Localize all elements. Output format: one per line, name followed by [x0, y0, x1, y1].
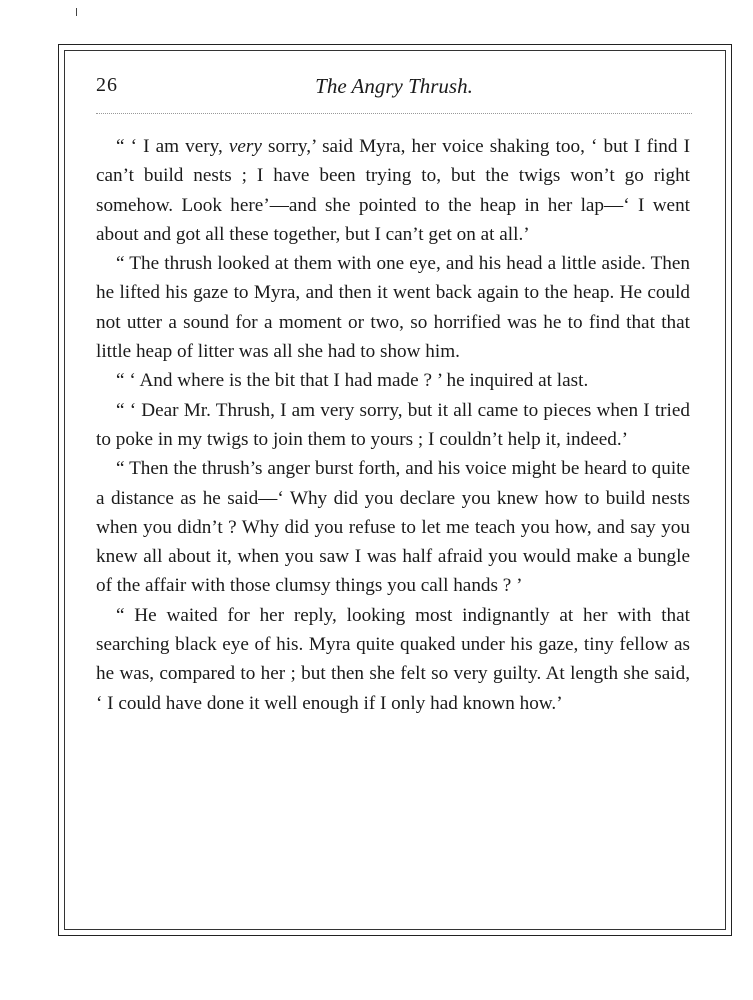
- paragraph: “ He waited for her reply, looking most indignantly at her with that searching black eye of his. Myra quite quaked under his gaze, tiny fellow as he was, compared to her ; but then she felt so very guilty. At length she said, ‘ I could have done it well enough if I only had known how.’: [96, 604, 690, 714]
- paragraph-text: “ ‘ I am very,: [116, 136, 229, 157]
- paragraph: “ ‘ And where is the bit that I had made ? ’ he inquired at last.: [116, 370, 589, 392]
- paragraph: “ ‘ Dear Mr. Thrush, I am very sorry, but it all came to pieces when I tried to poke in my twigs to join them to yours ; I couldn’t help it, indeed.’: [96, 399, 690, 450]
- header-rule: [96, 113, 692, 114]
- paragraph: “ The thrush looked at them with one eye, and his head a little aside. Then he lifted his gaze to Myra, and then it went back again to the heap. He could not utter a sound for a moment or two, so horrified was he to find that that little heap of litter was all she had to show him.: [96, 253, 690, 363]
- emphasis-text: very: [228, 136, 262, 157]
- stray-mark: [76, 8, 77, 16]
- paragraph: “ Then the thrush’s anger burst forth, and his voice might be heard to quite a distance as he said—‘ Why did you declare you knew how to build nests when you didn’t ? Why did you refuse to let me teach you how, and say you knew all about it, when you saw I was half afraid you would make a bungle of the affair with those clumsy things you call hands ? ’: [96, 458, 690, 597]
- running-title: The Angry Thrush.: [315, 74, 473, 98]
- paragraph: [96, 132, 690, 249]
- body-text: [96, 132, 690, 718]
- page-header: [96, 74, 692, 102]
- paragraph-text: sorry,’ said Myra, her voice shaking too, ‘ but I find I can’t build nests ; I have been trying to, but the twigs won’t go right somehow. Look here’—and she pointed to the heap in her lap—‘ I went about and got all these together, but I can’t get on at all.’: [96, 136, 690, 245]
- page-number: 26: [96, 74, 118, 96]
